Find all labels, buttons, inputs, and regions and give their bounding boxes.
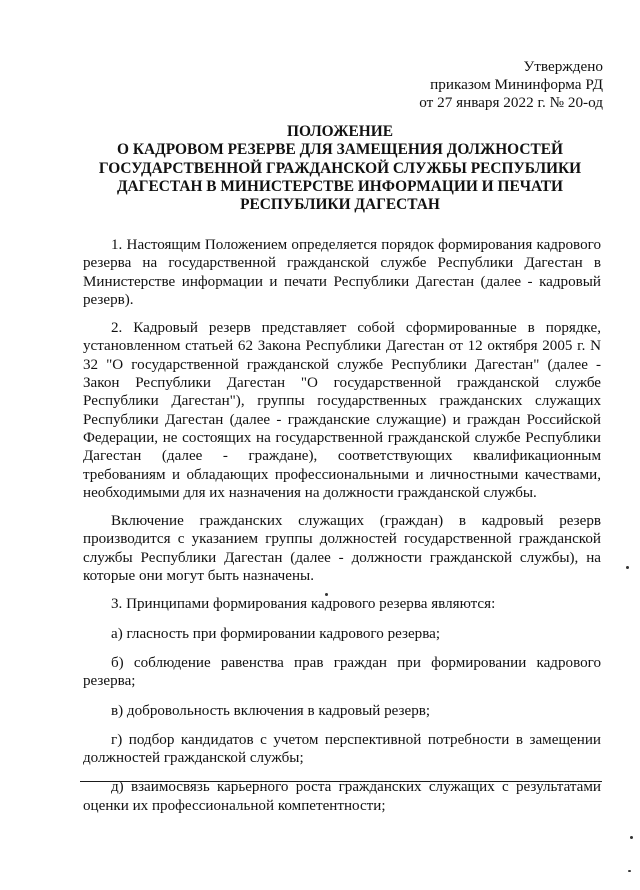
list-item-c: в) добровольность включения в кадровый резерв;: [111, 702, 431, 719]
title-line: РЕСПУБЛИКИ ДАГЕСТАН: [240, 196, 440, 214]
paragraph-1: 1. Настоящим Положением определяется порядок формирования кадрового резерва на государственной гражданской службе Республики Дагестан в Министерстве информации и печати Республики Дагестан (далее - кадровый резерв).: [83, 237, 601, 308]
document-title: [80, 123, 600, 214]
paragraph-4: 3. Принципами формирования кадрового резерва являются:: [111, 596, 496, 613]
scan-speck: [626, 566, 629, 569]
title-line: О КАДРОВОМ РЕЗЕРВЕ ДЛЯ ЗАМЕЩЕНИЯ ДОЛЖНОСТЕЙ: [117, 141, 563, 159]
approval-order-line: приказом Мининформа РД: [430, 76, 603, 93]
list-item-e: д) взаимосвязь карьерного роста гражданских служащих с результатами оценки их профессиональной компетентности;: [83, 779, 601, 814]
approval-block: [419, 58, 603, 112]
list-item-a: а) гласность при формировании кадрового резерва;: [111, 625, 441, 642]
scan-speck: [325, 593, 328, 596]
list-item-d: г) подбор кандидатов с учетом перспективной потребности в замещении должностей гражданской службы;: [83, 731, 601, 767]
title-line: ПОЛОЖЕНИЕ: [287, 123, 393, 140]
paragraph-3: Включение гражданских служащих (граждан) в кадровый резерв производится с указанием группы должностей государственной гражданской службы Республики Дагестан (далее - должности гражданской службы), на которые они могут быть назначены.: [83, 513, 601, 585]
document-body: [83, 236, 601, 826]
title-line: ДАГЕСТАН В МИНИСТЕРСТВЕ ИНФОРМАЦИИ И ПЕЧАТИ: [116, 177, 564, 195]
footer-divider-line: [80, 781, 602, 782]
list-item-b: б) соблюдение равенства прав граждан при формировании кадрового резерва;: [83, 654, 601, 690]
title-line: ГОСУДАРСТВЕННОЙ ГРАЖДАНСКОЙ СЛУЖБЫ РЕСПУБЛИКИ: [98, 159, 582, 177]
scan-speck: [630, 836, 633, 839]
scan-speck: [628, 870, 631, 872]
approval-line: Утверждено: [523, 58, 603, 75]
paragraph-2: 2. Кадровый резерв представляет собой сформированные в порядке, установленном статьей 62 Закона Республики Дагестан от 12 октября 2005 г. N 32 "О государственной гражданской службе Республики Дагестан" (далее - Закон Республики Дагестан "О государственной гражданской службе Республики Дагестан"), группы государственных гражданских служащих Республики Дагестан (далее - гражданские служащие) и граждан Российской Федерации, не состоящих на государственной гражданской службе Республики Дагестан (далее - граждане), соответствующих квалификационным требованиям и обладающих профессиональными и личностными качествами, необходимыми для их назначения на должности гражданской службы.: [83, 320, 601, 501]
approval-date-line: от 27 января 2022 г. № 20-од: [419, 94, 603, 111]
